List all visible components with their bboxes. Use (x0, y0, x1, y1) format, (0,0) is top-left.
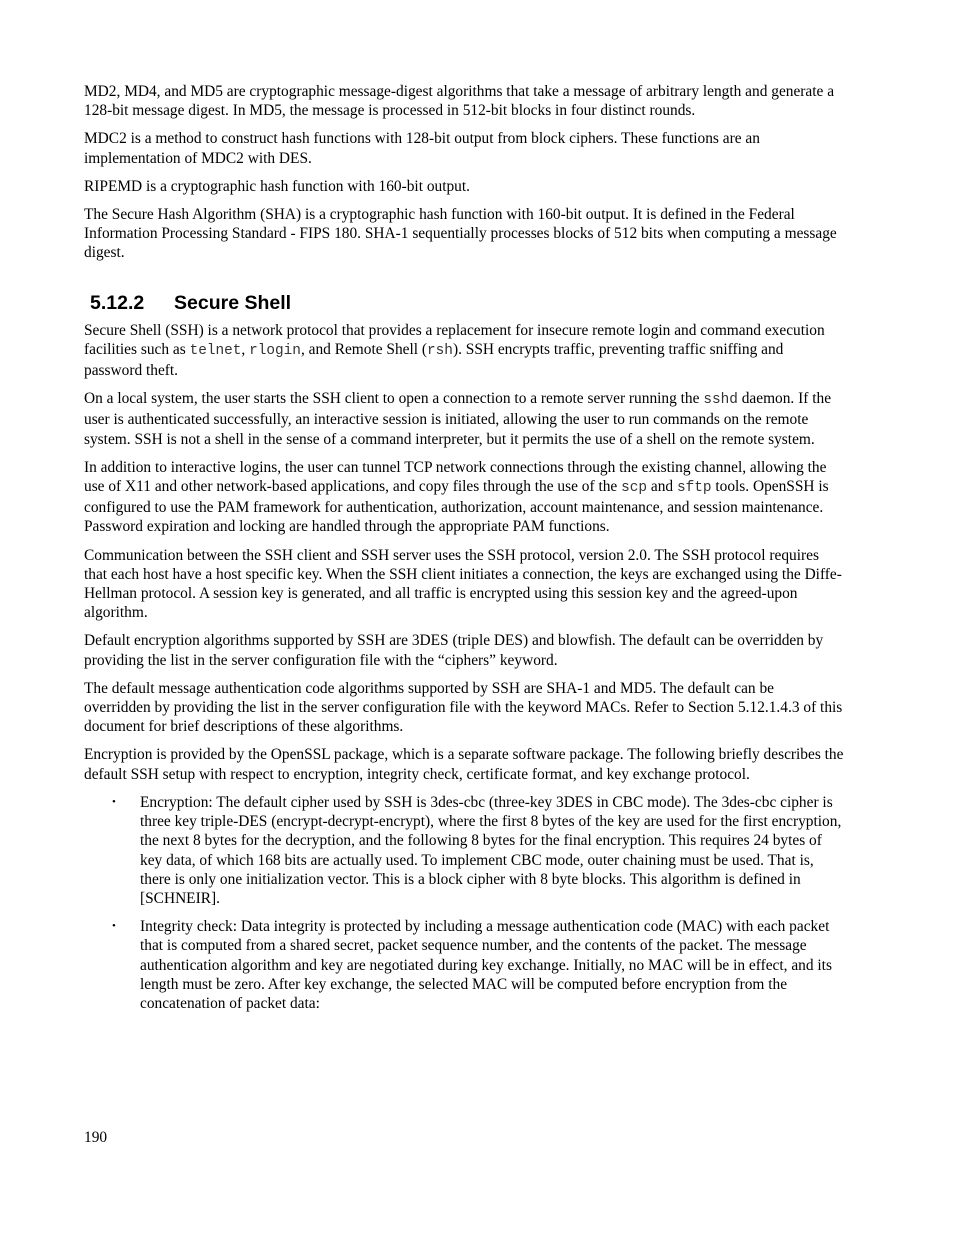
code-scp: scp (621, 480, 648, 497)
local-system-text-2: daemon. If the user is authenticated successfully, an interactive session is initiated, allowing the user to run commands on the remote system. SSH is not a shell in the sense of a command interpreter, but it permits the use of a shell on the remote system. (84, 390, 832, 448)
bullet-marker: • (112, 920, 116, 933)
code-sshd: sshd (703, 392, 738, 409)
ssh-intro-text-4: ). SSH encrypts traffic, preventing traffic sniffing and password theft. (84, 340, 784, 380)
page-number: 190 (84, 1129, 108, 1146)
local-system-text-1: On a local system, the user starts the SSH client to open a connection to a remote server running the (84, 390, 704, 408)
md-paragraph: MD2, MD4, and MD5 are cryptographic message-digest algorithms that take a message of arbitrary length and generate a 128-bit message digest. In MD5, the message is processed in 512-bit blocks in four distinct rounds. (84, 83, 835, 120)
tunnel-paragraph (84, 458, 844, 537)
mdc2-paragraph: MDC2 is a method to construct hash functions with 128-bit output from block ciphers. These functions are an implementation of MDC2 with DES. (84, 130, 760, 167)
code-telnet: telnet (189, 342, 242, 359)
ripemd-paragraph: RIPEMD is a cryptographic hash function with 160-bit output. (84, 177, 470, 195)
ssh-intro-text-2: , (241, 340, 250, 358)
document-page (84, 82, 844, 1022)
ssh-intro-text-1: Secure Shell (SSH) is a network protocol that provides a replacement for insecure remote login and command execution facilities such as (84, 321, 825, 358)
default-encryption-paragraph: Default encryption algorithms supported by SSH are 3DES (triple DES) and blowfish. The default can be overridden by providing the list in the server configuration file with the “ciphers” keyword. (84, 632, 824, 669)
tunnel-text-1: In addition to interactive logins, the user can tunnel TCP network connections through the existing channel, allowing the use of X11 and other network-based applications, and copy files through the use of the (84, 458, 827, 496)
section-title: Secure Shell (174, 291, 292, 314)
bullet-item-integrity (84, 917, 844, 1013)
openssl-paragraph: Encryption is provided by the OpenSSL package, which is a separate software package. The following briefly describes the default SSH setup with respect to encryption, integrity check, certificate format, and key exchange protocol. (84, 746, 844, 783)
ssh-intro-text-3: , and Remote Shell ( (300, 340, 428, 358)
code-sftp: sftp (676, 480, 712, 497)
section-heading (90, 291, 844, 315)
local-system-paragraph (84, 389, 844, 449)
sha-paragraph: The Secure Hash Algorithm (SHA) is a cryptographic hash function with 160-bit output. It is defined in the Federal Information Processing Standard - FIPS 180. SHA-1 sequentially processes blocks of 512 bits when computing a message digest. (84, 206, 837, 262)
bullet-text: Encryption: The default cipher used by SSH is 3des-cbc (three-key 3DES in CBC mode). The 3des-cbc cipher is three key triple-DES (encrypt-decrypt-encrypt), where the first 8 bytes of the key are used for the first encryption, the next 8 bytes for the decryption, and the following 8 bytes for the final encryption. This requires 24 bytes of key data, of which 168 bits are actually used. To implement CBC mode, outer chaining must be used. That is, there is only one initialization vector. This is a block cipher with 8 byte blocks. This algorithm is defined in [SCHNEIR]. (140, 793, 842, 907)
code-rlogin: rlogin (249, 342, 301, 359)
communication-paragraph: Communication between the SSH client and SSH server uses the SSH protocol, version 2.0. The SSH protocol requires that each host have a host specific key. When the SSH client initiates a connection, the keys are exchanged using the Diffe-Hellman protocol. A session key is generated, and all traffic is encrypted using this session key and the agreed-upon algorithm. (84, 546, 842, 622)
tunnel-text-3: tools. OpenSSH is configured to use the PAM framework for authentication, authorization, account maintenance, and session maintenance. Password expiration and locking are handled through the appropriate PAM functions. (84, 478, 829, 536)
section-number: 5.12.2 (90, 291, 145, 314)
tunnel-text-2: and (647, 478, 677, 496)
bullet-marker: • (112, 795, 116, 808)
bullet-item-encryption (84, 793, 844, 908)
default-mac-paragraph: The default message authentication code algorithms supported by SSH are SHA-1 and MD5. The default can be overridden by providing the list in the server configuration file with the keyword MACs. Refer to Section 5.12.1.4.3 of this document for brief descriptions of these algorithms. (84, 679, 843, 736)
bullet-text: Integrity check: Data integrity is protected by including a message authentication code (MAC) with each packet that is computed from a shared secret, packet sequence number, and the contents of the packet. The message authentication algorithm and key are negotiated during key exchange. Initially, no MAC will be in effect, and its length must be zero. After key exchange, the selected MAC will be computed before encryption from the concatenation of packet data: (140, 918, 832, 1012)
bullet-list (84, 793, 844, 1013)
ssh-intro-paragraph (84, 321, 844, 381)
code-rsh: rsh (427, 342, 453, 359)
